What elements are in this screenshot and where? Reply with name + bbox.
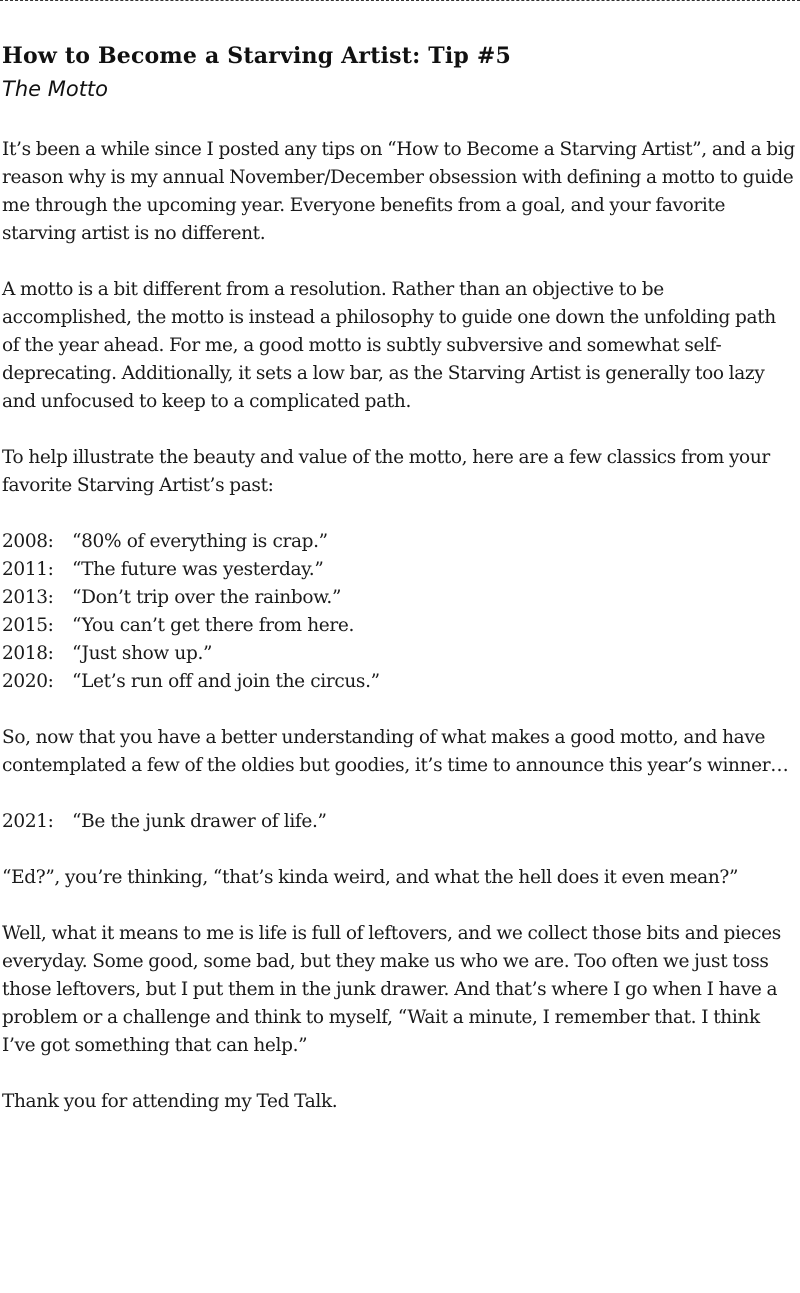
winner-year: 2021: [2,811,54,832]
winner-text: “Be the junk drawer of life.” [72,811,327,832]
motto-text: “The future was yesterday.” [72,559,324,580]
paragraph-signoff: Thank you for attending my Ted Talk. [2,1091,338,1112]
winning-motto [2,808,798,836]
paragraph-announcement: So, now that you have a better understanding of what makes a good motto, and have contemplated a few of the oldies but goodies, it’s time to announce this year’s winner… [2,727,789,776]
paragraph-reader-reaction: “Ed?”, you’re thinking, “that’s kinda weird, and what the hell does it even mean?” [2,867,739,888]
paragraph-classics-intro: To help illustrate the beauty and value of the motto, here are a few classics from your favorite Starving Artist’s past: [2,447,770,496]
motto-item [2,584,798,612]
paragraph-intro: It’s been a while since I posted any tips on “How to Become a Starving Artist”, and a big reason why is my annual November/December obsession with defining a motto to guide me through the upcoming year. Everyone benefits from a goal, and your favorite starving artist is no different. [2,139,795,244]
motto-item [2,640,798,668]
motto-text: “80% of everything is crap.” [72,531,328,552]
blog-post [2,40,798,1144]
paragraph-explanation: Well, what it means to me is life is full of leftovers, and we collect those bits and pieces everyday. Some good, some bad, but they make us who we are. Too often we just toss those leftovers, but I put them in the junk drawer. And that’s where I go when I have a problem or a challenge and think to myself, “Wait a minute, I remember that. I think I’ve got something that can help.” [2,923,781,1056]
paragraph-motto-definition: A motto is a bit different from a resolution. Rather than an objective to be accomplished, the motto is instead a philosophy to guide one down the unfolding path of the year ahead. For me, a good motto is subtly subversive and somewhat self-deprecating. Additionally, it sets a low bar, as the Starving Artist is generally too lazy and unfocused to keep to a complicated path. [2,279,776,412]
motto-text: “Just show up.” [72,643,213,664]
top-dashed-divider [0,0,800,1]
motto-year: 2020: [2,671,54,692]
motto-year: 2013: [2,587,54,608]
motto-year: 2008: [2,531,54,552]
motto-item [2,528,798,556]
motto-item [2,556,798,584]
motto-item [2,668,798,696]
motto-year: 2015: [2,615,54,636]
post-subtitle: The Motto [2,77,109,101]
motto-item [2,612,798,640]
motto-list [2,528,798,696]
motto-text: “Don’t trip over the rainbow.” [72,587,342,608]
motto-year: 2018: [2,643,54,664]
motto-text: “You can’t get there from here. [72,615,355,636]
motto-year: 2011: [2,559,54,580]
post-title: How to Become a Starving Artist: Tip #5 [2,43,511,69]
motto-text: “Let’s run off and join the circus.” [72,671,380,692]
